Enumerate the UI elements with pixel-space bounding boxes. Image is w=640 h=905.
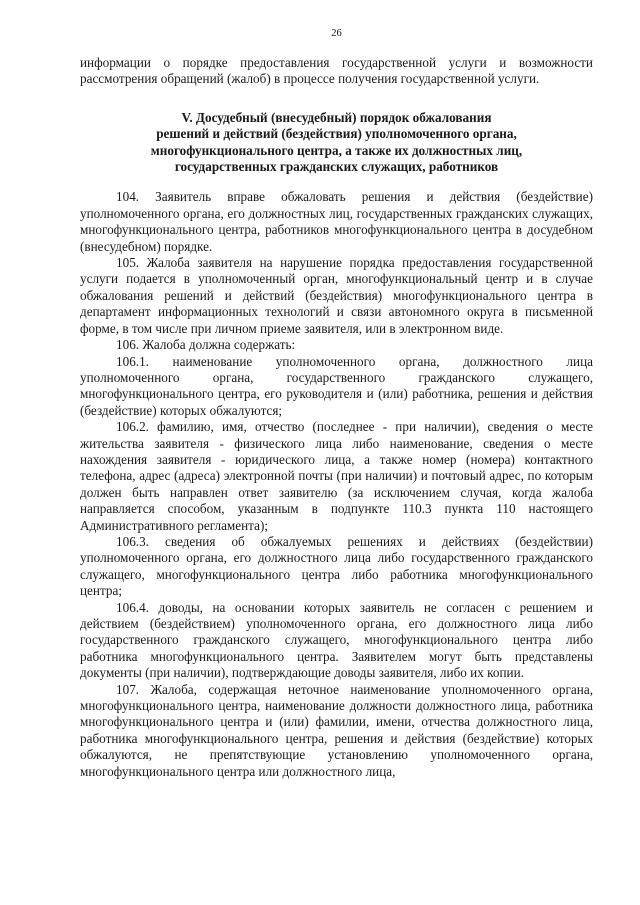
page-number: 26 [331,28,342,39]
paragraph-106: 106. Жалоба должна содержать: [116,337,296,353]
paragraph-105: 105. Жалоба заявителя на нарушение порядка предоставления государственной услуги подается в уполномоченный орган, многофункциональный центр и в случае обжалования решений и действий (бездействия) многофункционального центра в департамент информационных технологий и связи автономного округа в письменной форме, в том числе при личном приеме заявителя, или в электронном виде. [80,255,593,336]
section-heading [80,110,593,176]
paragraph-106-1: 106.1. наименование уполномоченного органа, должностного лица уполномоченного органа, государственного гражданского служащего, многофункционального центра, его руководителя и (или) работника, решения и действия (бездействие) которых обжалуются; [80,353,593,418]
paragraph-107: 107. Жалоба, содержащая неточное наименование уполномоченного органа, многофункционального центра, наименование должности должностного лица, работника многофункционального центра и (или) фамилии, имени, отчества должностного лица, работника многофункционального центра, решения и действия (бездействие) которых обжалуются, не препятствующие установлению уполномоченного органа, многофункционального центра или должностного лица, [80,681,593,779]
section-heading-line: V. Досудебный (внесудебный) порядок обжалования [181,109,492,125]
section-heading-line: многофункционального центра, а также их должностных лиц, [150,142,523,158]
paragraph-106-4: 106.4. доводы, на основании которых заявитель не согласен с решением и действием (бездействием) уполномоченного органа, его должностного лица либо государственного гражданского служащего, многофункционального центра либо работника многофункционального центра. Заявителем могут быть представлены документы (при наличии), подтверждающие доводы заявителя, либо их копии. [80,599,593,681]
paragraph-106-3: 106.3. сведения об обжалуемых решениях и действиях (бездействии) уполномоченного органа, его должностного лица либо государственного гражданского служащего, многофункционального центра либо работника многофункционального центра; [80,533,593,599]
paragraph-106-2: 106.2. фамилию, имя, отчество (последнее - при наличии), сведения о месте жительства заявителя - физического лица либо наименование, сведения о месте нахождения заявителя - юридического лица, а также номер (номера) контактного телефона, адрес (адреса) электронной почты (при наличии) и почтовый адрес, по которым должен быть направлен ответ заявителю (за исключением случая, когда жалоба направляется способом, указанным в подпункте 110.3 пункта 110 настоящего Административного регламента); [80,419,593,533]
intro-paragraph: информации о порядке предоставления государственной услуги и возможности рассмотрения обращений (жалоб) в процессе получения государственной услуги. [80,55,593,87]
section-heading-line: государственных гражданских служащих, работников [174,159,499,175]
section-heading-line: решений и действий (бездействия) уполномоченного органа, [156,126,517,142]
paragraph-104: 104. Заявитель вправе обжаловать решения и действия (бездействие) уполномоченного органа, его должностных лиц, государственных гражданских служащих, многофункционального центра, работников многофункционального центра в досудебном (внесудебном) порядке. [80,189,593,254]
